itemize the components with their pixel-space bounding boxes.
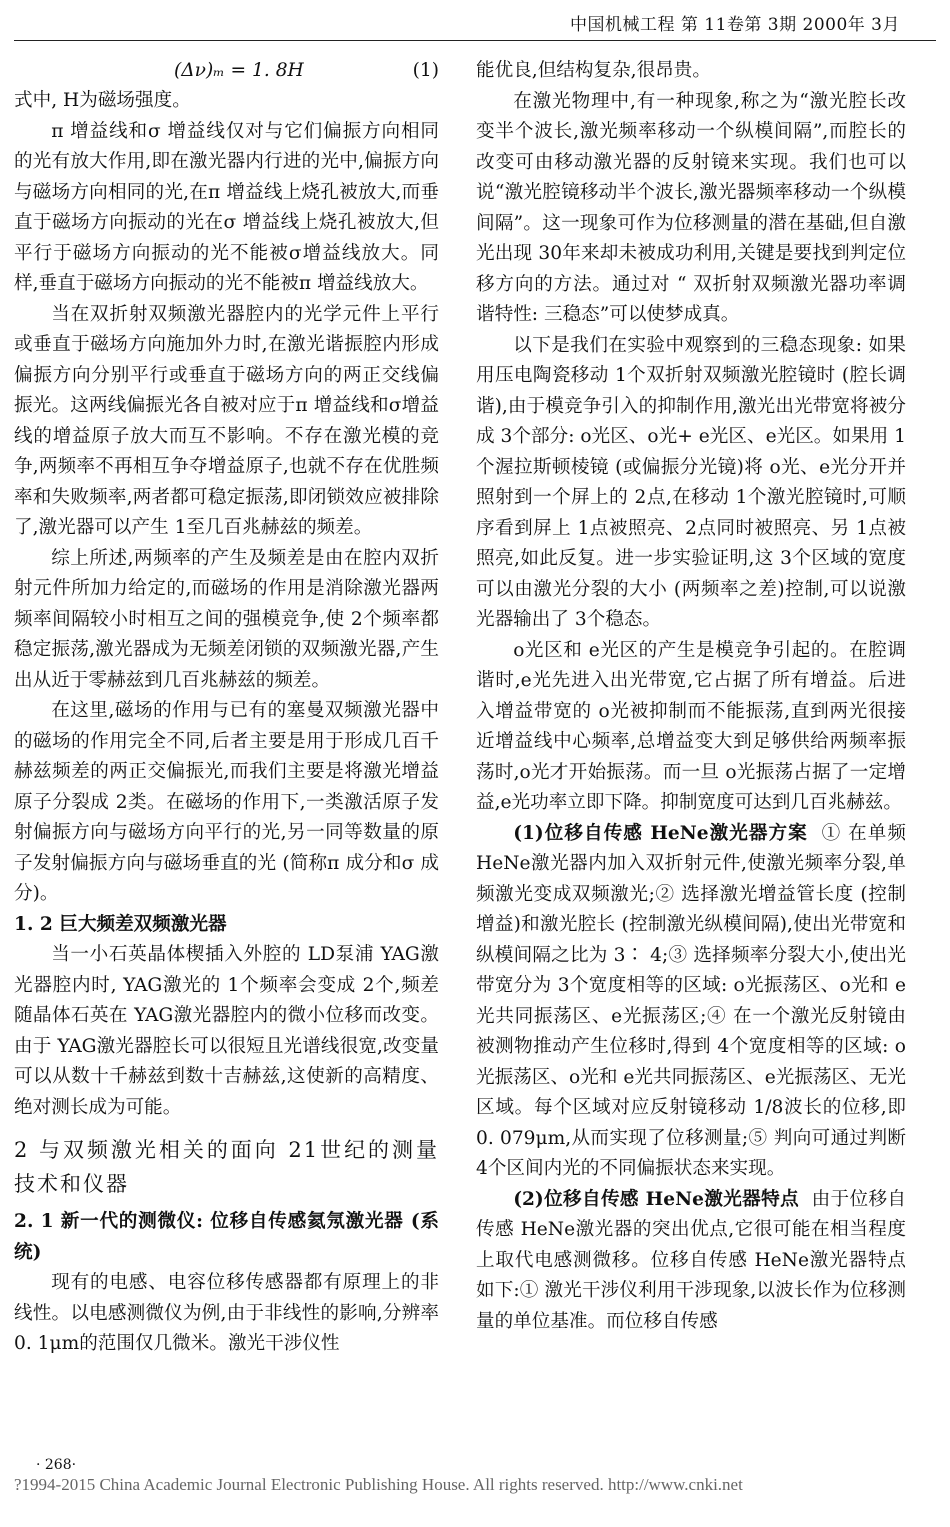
section-heading-2: 2 与双频激光相关的面向 21世纪的测量技术和仪器 bbox=[14, 1138, 439, 1196]
paragraph: 在这里,磁场的作用与已有的塞曼双频激光器中的磁场的作用完全不同,后者主要是用于形成几百千赫兹频差的两正交偏振光,而我们主要是将激光增益原子分裂成 2类。在磁场的作用下,一类激活原子发射偏振方向与磁场方向平行的光,另一同等数量的原子发射偏振方向与磁场垂直的光 (简称π 成分和σ 成分)。 bbox=[14, 700, 439, 904]
features-heading: (2)位移自传感 HeNe激光器特点 bbox=[513, 1188, 800, 1210]
paragraph: 综上所述,两频率的产生及频差是由在腔内双折射元件所加力给定的,而磁场的作用是消除激光器两频率间隔较小时相互之间的强模竞争,使 2个频率都稳定振荡,激光器成为无频差闭锁的双频激光器,产生出从近于零赫兹到几百兆赫兹的频差。 bbox=[14, 547, 439, 691]
page-number: · 268· bbox=[36, 1457, 77, 1473]
equation-1 bbox=[14, 56, 439, 86]
subsection-heading-2-1: 2. 1 新一代的测微仪: 位移自传感氦氖激光器 (系统) bbox=[14, 1211, 439, 1263]
scheme-text: ① 在单频 HeNe激光器内加入双折射元件,使激光频率分裂,单频激光变成双频激光;② 选择激光增益管长度 (控制增益)和激光腔长 (控制激光纵模间隔),使出光带宽和纵模间隔之比为 3∶ 4;③ 选择频率分裂大小,使出光带宽分为 3个宽度相等的区域: o光振荡区、o光和 e光共同振荡区、e光振荡区;④ 在一个激光反射镜由被测物推动产生位移时,得到 4个宽度相等的区域: o光振荡区、o光和 e光共同振荡区、e光振荡区、无光区域。每个区域对应反射镜移动 1/8波长的位移,即 0. 079μm,从而实现了位移测量;⑤ 判向可通过判断 4个区间内光的不同偏振状态来实现。 bbox=[476, 822, 907, 1179]
left-column bbox=[14, 56, 439, 1360]
paragraph: 当一小石英晶体楔插入外腔的 LD泵浦 YAG激光器腔内时, YAG激光的 1个频率会变成 2个,频差随晶体石英在 YAG激光器腔内的微小位移而改变。由于 YAG激光器腔长可以很短且光谱线很宽,改变量可以从数十千赫兹到数十吉赫兹,这使新的高精度、绝对测长成为可能。 bbox=[14, 944, 439, 1118]
subsection-heading-1-2: 1. 2 巨大频差双频激光器 bbox=[14, 913, 227, 935]
features-text: 由于位移自传感 HeNe激光器的突出优点,它很可能在相当程度上取代电感测微移。位移自传感 HeNe激光器特点如下:① 激光干涉仪利用干涉现象,以波长作为位移测量的单位基准。而位移自传感 bbox=[476, 1188, 906, 1332]
paragraph-with-heading bbox=[476, 1185, 906, 1338]
paragraph: 在激光物理中,有一种现象,称之为“激光腔长改变半个波长,激光频率移动一个纵模间隔”,而腔长的改变可由移动激光器的反射镜来实现。我们也可以说“激光腔镜移动半个波长,激光器频率移动一个纵模间隔”。这一现象可作为位移测量的潜在基础,但自激光出现 30年来却未被成功利用,关键是要找到判定位移方向的方法。通过对 “ 双折射双频激光器功率调谐特性: 三稳态”可以使梦成真。 bbox=[476, 90, 906, 325]
paragraph: 以下是我们在实验中观察到的三稳态现象: 如果用压电陶瓷移动 1个双折射双频激光腔镜时 (腔长调谐),由于模竞争引入的抑制作用,激光出光带宽将被分成 3个部分: o光区、o光+ e光区、e光区。如果用 1个渥拉斯顿棱镜 (或偏振分光镜)将 o光、e光分开并照射到一个屏上的 2点,在移动 1个激光腔镜时,可顺序看到屏上 1点被照亮、2点同时被照亮、另 1点被照亮,如此反复。进一步实验证明,这 3个区域的宽度可以由激光分裂的大小 (两频率之差)控制,可以说激光器输出了 3个稳态。 bbox=[476, 334, 906, 630]
paragraph: 当在双折射双频激光器腔内的光学元件上平行或垂直于磁场方向施加外力时,在激光谐振腔内形成偏振方向分别平行或垂直于磁场方向的两正交线偏振光。这两线偏振光各自被对应于π 增益线和σ增益线的增益原子放大而互不影响。不存在激光模的竞争,两频率不再相互争夺增益原子,也就不存在优胜频率和失败频率,两者都可稳定振荡,即闭锁效应被排除了,激光器可以产生 1至几百兆赫兹的频差。 bbox=[14, 303, 439, 538]
copyright-footer: ?1994-2015 China Academic Journal Electronic Publishing House. All rights reserved. http://www.cnki.net bbox=[14, 1475, 743, 1494]
equation-body: (Δν)ₘ = 1. 8H bbox=[174, 60, 304, 81]
paragraph: π 增益线和σ 增益线仅对与它们偏振方向相同的光有放大作用,即在激光器内行进的光中,偏振方向与磁场方向相同的光,在π 增益线上烧孔被放大,而垂直于磁场方向振动的光在σ 增益线上烧孔被放大,但平行于磁场方向振动的光不能被σ增益线放大。同样,垂直于磁场方向振动的光不能被π 增益线放大。 bbox=[14, 120, 439, 294]
paragraph-with-heading bbox=[476, 819, 906, 1185]
header-rule bbox=[14, 40, 936, 41]
journal-citation: 中国机械工程 第 11卷第 3期 2000年 3月 bbox=[569, 15, 900, 35]
paragraph: o光区和 e光区的产生是模竞争引起的。在腔调谐时,e光先进入出光带宽,它占据了所有增益。后进入增益带宽的 o光被抑制而不能振荡,直到两光很接近增益线中心频率,总增益变大到足够供给两频率振荡时,o光才开始振荡。而一旦 o光振荡占据了一定增益,e光功率立即下降。抑制宽度可达到几百兆赫兹。 bbox=[476, 639, 906, 813]
scheme-heading: (1)位移自传感 HeNe激光器方案 bbox=[513, 822, 808, 844]
paragraph: 现有的电感、电容位移传感器都有原理上的非线性。以电感测微仪为例,由于非线性的影响,分辨率 0. 1μm的范围仅几微米。激光干涉仪性 bbox=[14, 1272, 439, 1354]
right-column bbox=[476, 56, 906, 1337]
running-header bbox=[0, 0, 950, 46]
equation-number: (1) bbox=[412, 60, 439, 81]
paragraph: 能优良,但结构复杂,很昂贵。 bbox=[476, 60, 711, 81]
paragraph: 式中, H为磁场强度。 bbox=[14, 90, 191, 111]
